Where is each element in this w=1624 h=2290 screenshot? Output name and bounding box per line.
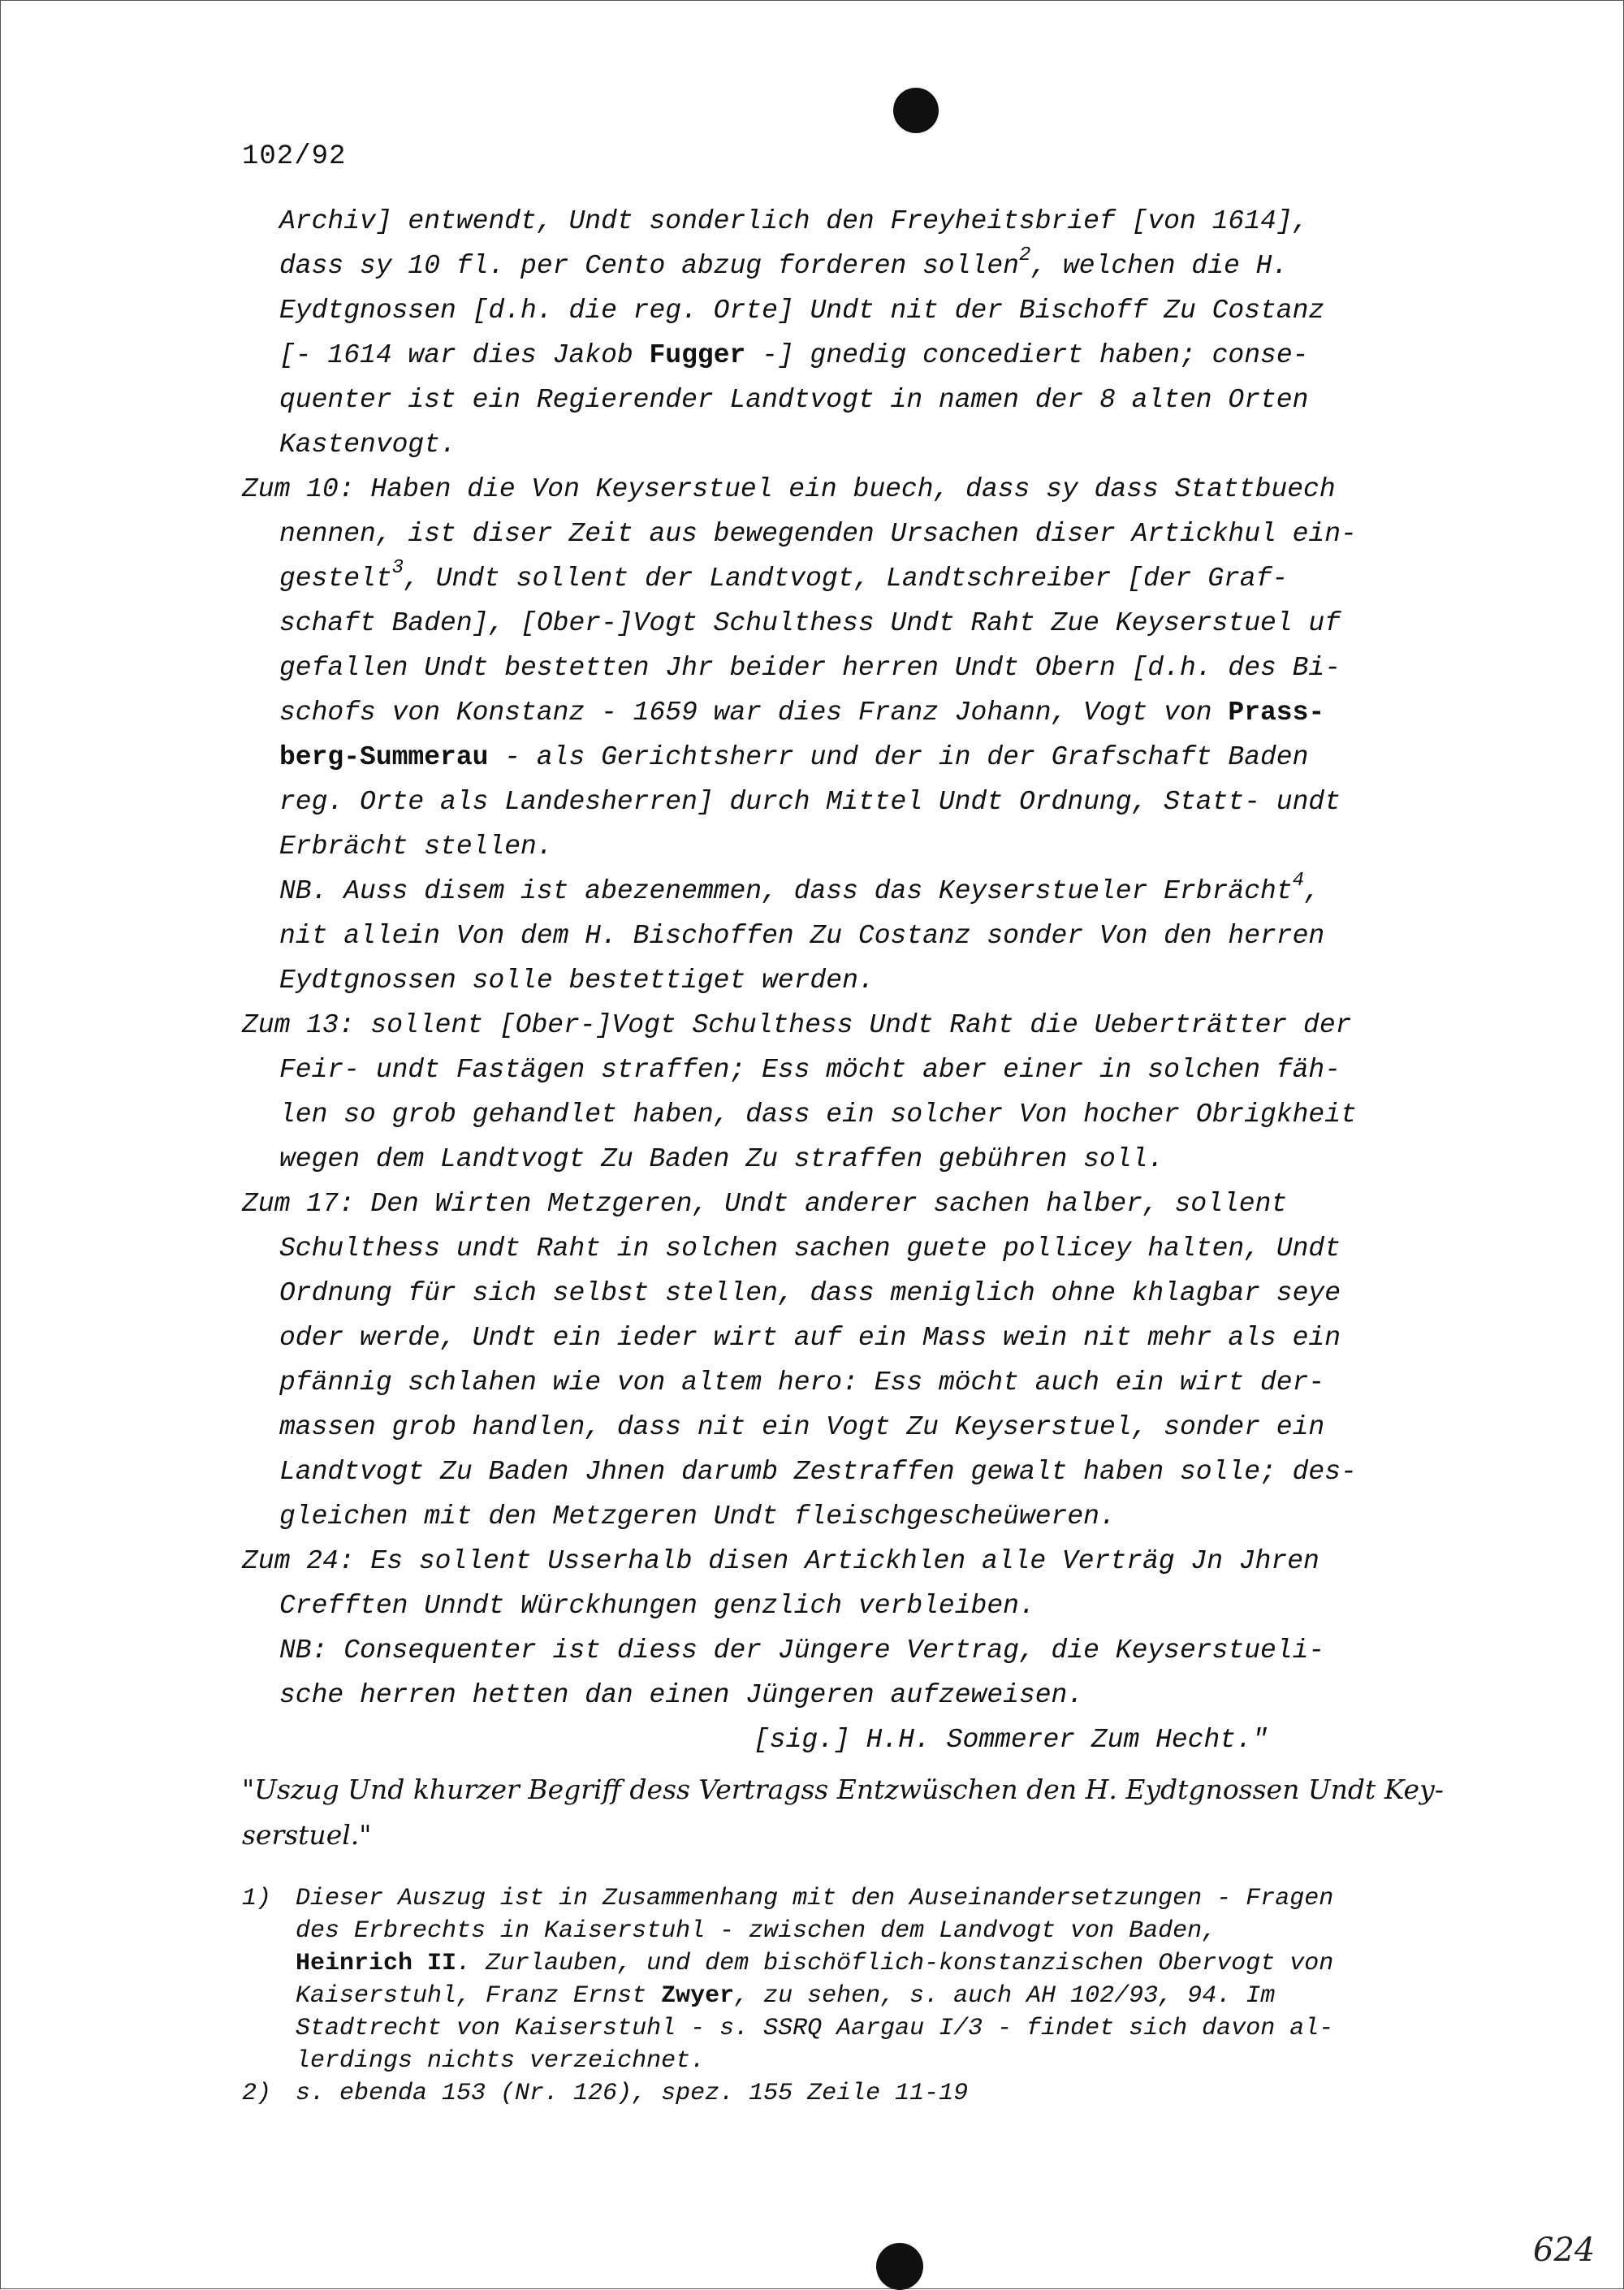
- punch-hole-top: [893, 88, 939, 133]
- text-line: len so grob gehandlet haben, dass ein solcher Von hocher Obrigkheit: [279, 1100, 1357, 1130]
- footnote-line: lerdings nichts verzeichnet.: [296, 2047, 706, 2075]
- footnote-2: 2) s. ebenda 153 (Nr. 126), spez. 155 Zeile 11-19: [242, 2080, 969, 2107]
- text-line: gefallen Undt bestetten Jhr beider herren Undt Obern [d.h. des Bi-: [279, 653, 1341, 683]
- text-line: Kastenvogt.: [279, 430, 456, 460]
- text-line: Archiv] entwendt, Undt sonderlich den Freyheitsbrief [von 1614],: [279, 206, 1309, 236]
- text-line: wegen dem Landtvogt Zu Baden Zu straffen gebühren soll.: [279, 1144, 1164, 1174]
- punch-hole-bottom: [876, 2243, 923, 2290]
- text-line: oder werde, Undt ein ieder wirt auf ein Mass wein nit mehr als ein: [279, 1323, 1341, 1353]
- text-line: gleichen mit den Metzgeren Undt fleischgescheüweren.: [279, 1501, 1116, 1532]
- footnotes: [242, 1882, 1484, 2110]
- footnote-1: 1) Dieser Auszug ist in Zusammenhang mit den Auseinandersetzungen - Fragen: [242, 1885, 1334, 1912]
- text-line: Zum 17: Den Wirten Metzgeren, Undt anderer sachen halber, sollent: [242, 1189, 1288, 1219]
- text-line: nit allein Von dem H. Bischoffen Zu Costanz sonder Von den herren: [279, 921, 1325, 951]
- bold-name: Fugger: [649, 340, 746, 370]
- handwritten-line: serstuel.": [242, 1819, 372, 1851]
- footnote-line: Kaiserstuhl, Franz Ernst Zwyer, zu sehen, s. auch AH 102/93, 94. Im: [296, 1982, 1276, 2010]
- text-line: pfännig schlahen wie von altem hero: Ess möcht auch ein wirt der-: [279, 1368, 1325, 1398]
- text-line: Eydtgnossen solle bestettiget werden.: [279, 966, 875, 996]
- text-line: Schulthess undt Raht in solchen sachen guete pollicey halten, Undt: [279, 1234, 1341, 1264]
- footnote-ref-3: 3: [391, 557, 404, 579]
- footnote-line: des Erbrechts in Kaiserstuhl - zwischen dem Landvogt von Baden,: [296, 1917, 1217, 1945]
- text-line: NB. Auss disem ist abezenemmen, dass das Keyserstueler Erbrächt$^4$,: [279, 870, 1320, 906]
- text-line: Zum 24: Es sollent Usserhalb disen Artickhlen alle Verträg Jn Jhren: [242, 1546, 1320, 1576]
- text-line: Feir- undt Fastägen straffen; Ess möcht aber einer in solchen fäh-: [279, 1055, 1341, 1085]
- text-line: Ordnung für sich selbst stellen, dass meniglich ohne khlagbar seye: [279, 1278, 1341, 1308]
- handwritten-title: [242, 1767, 1484, 1858]
- text-line: schaft Baden], [Ober-]Vogt Schulthess Undt Raht Zue Keyserstuel uf: [279, 608, 1341, 638]
- text-line: sche herren hetten dan einen Jüngeren aufzeweisen.: [279, 1680, 1084, 1710]
- text-line: Erbrächt stellen.: [279, 832, 553, 862]
- archive-reference: 102/92: [242, 141, 347, 172]
- text-line: Zum 10: Haben die Von Keyserstuel ein buech, dass sy dass Stattbuech: [242, 474, 1336, 504]
- text-line: Eydtgnossen [d.h. die reg. Orte] Undt nit der Bischoff Zu Costanz: [279, 296, 1325, 326]
- text-line: schofs von Konstanz - 1659 war dies Franz Johann, Vogt von Prass-: [279, 698, 1325, 728]
- text-line: berg-Summerau - als Gerichtsherr und der in der Grafschaft Baden: [279, 742, 1309, 772]
- text-line: quenter ist ein Regierender Landtvogt in namen der 8 alten Orten: [279, 385, 1309, 415]
- footnote-ref-2: 2: [1018, 244, 1031, 266]
- text-line: Crefften Unndt Würckhungen genzlich verbleiben.: [279, 1591, 1035, 1621]
- text-line: nennen, ist diser Zeit aus bewegenden Ursachen diser Artickhul ein-: [279, 519, 1357, 549]
- text-line: dass sy 10 fl. per Cento abzug forderen sollen$^2$, welchen die H.: [279, 244, 1289, 281]
- text-line: [- 1614 war dies Jakob Fugger -] gnedig concediert haben; conse-: [279, 340, 1309, 370]
- text-line: gestelt$^3$, Undt sollent der Landtvogt, Landtschreiber [der Graf-: [279, 557, 1289, 594]
- text-line: NB: Consequenter ist diess der Jüngere Vertrag, die Keyserstueli-: [279, 1635, 1325, 1666]
- footnote-line: Stadtrecht von Kaiserstuhl - s. SSRQ Aargau I/3 - findet sich davon al-: [296, 2015, 1334, 2042]
- signature-line: [sig.] H.H. Sommerer Zum Hecht.": [754, 1725, 1268, 1755]
- bold-name: berg-Summerau: [279, 742, 489, 772]
- footnote-line: Heinrich II. Zurlauben, und dem bischöflich-konstanzischen Obervogt von: [296, 1950, 1334, 1977]
- document-body: [242, 199, 1484, 1762]
- text-line: massen grob handlen, dass nit ein Vogt Zu Keyserstuel, sonder ein: [279, 1412, 1325, 1442]
- handwritten-line: "Uszug Und khurzer Begriff dess Vertragss Entzwüschen den H. Eydtgnossen Undt Key-: [242, 1774, 1444, 1805]
- text-line: Landtvogt Zu Baden Jhnen darumb Zestraffen gewalt haben solle; des-: [279, 1457, 1357, 1487]
- text-line: Zum 13: sollent [Ober-]Vogt Schulthess Undt Raht die Ueberträtter der: [242, 1010, 1352, 1040]
- footnote-ref-4: 4: [1292, 870, 1305, 892]
- text-line: reg. Orte als Landesherren] durch Mittel Undt Ordnung, Statt- undt: [279, 787, 1341, 817]
- handwritten-page-number: 624: [1533, 2232, 1596, 2269]
- bold-name: Prass-: [1228, 698, 1325, 728]
